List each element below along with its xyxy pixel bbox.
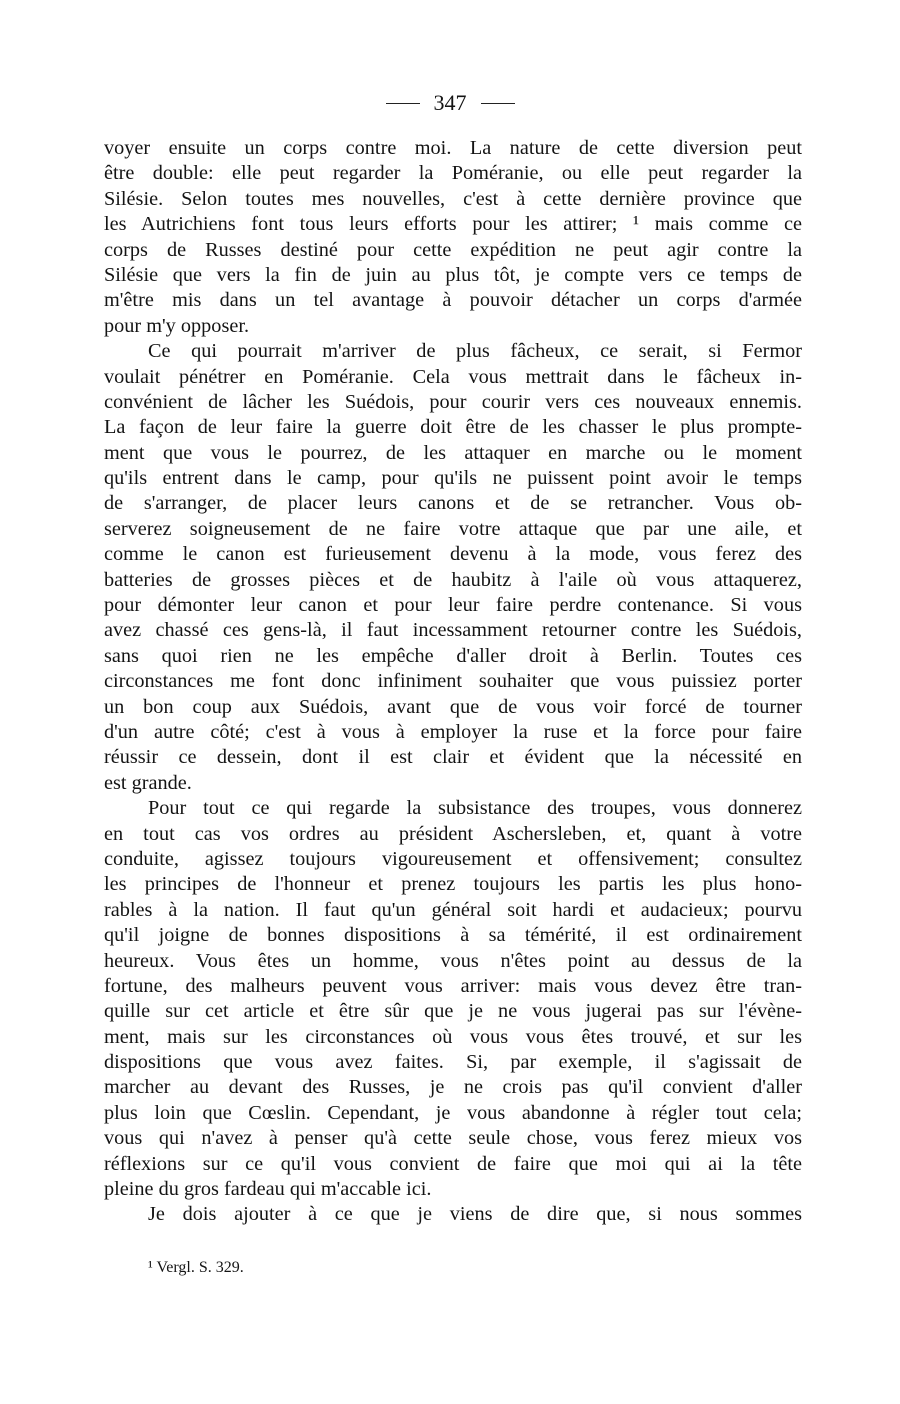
- text-line: corps de Russes destiné pour cette expédition ne peut agir contre la: [104, 238, 802, 261]
- text-line: voulait pénétrer en Poméranie. Cela vous mettrait dans le fâcheux in-: [104, 365, 802, 388]
- text-line: quille sur cet article et être sûr que je ne vous jugerai pas sur l'évène-: [104, 1000, 802, 1023]
- text-line: être double: elle peut regarder la Poméranie, ou elle peut regarder la: [104, 162, 802, 185]
- text-line: qu'ils entrent dans le camp, pour qu'ils ne puissent point avoir le temps: [104, 467, 802, 490]
- text-line: comme le canon est furieusement devenu à la mode, vous ferez des: [104, 543, 802, 566]
- text-line: Ce qui pourrait m'arriver de plus fâcheux, ce serait, si Fermor: [148, 340, 802, 363]
- text-line: ment que vous le pourrez, de les attaquer en marche ou le moment: [104, 441, 802, 464]
- text-line: Silésie. Selon toutes mes nouvelles, c'est à cette dernière province que: [104, 187, 802, 210]
- text-line: voyer ensuite un corps contre moi. La nature de cette diversion peut: [104, 137, 802, 159]
- header-dash-right: [481, 103, 515, 104]
- text-line: Je dois ajouter à ce que je viens de dire que, si nous sommes: [148, 1203, 802, 1226]
- text-line: les Autrichiens font tous leurs efforts pour les attirer; ¹ mais comme ce: [104, 213, 802, 236]
- text-line: un bon coup aux Suédois, avant que de vous voir forcé de tourner: [104, 695, 802, 718]
- text-line: La façon de leur faire la guerre doit être de les chasser le plus prompte-: [104, 416, 802, 439]
- text-line: m'être mis dans un tel avantage à pouvoir détacher un corps d'armée: [104, 289, 802, 312]
- text-line: Silésie que vers la fin de juin au plus tôt, je compte vers ce temps de: [104, 263, 802, 286]
- footnote: ¹ Vergl. S. 329.: [148, 1259, 244, 1276]
- page-header: [0, 88, 900, 118]
- text-line: Pour tout ce qui regarde la subsistance des troupes, vous donnerez: [148, 797, 802, 820]
- text-line: réflexions sur ce qu'il vous convient de faire que moi qui ai la tête: [104, 1152, 802, 1175]
- text-line: les principes de l'honneur et prenez toujours les partis les plus hono-: [104, 873, 802, 896]
- text-line: en tout cas vos ordres au président Aschersleben, et, quant à votre: [104, 822, 802, 845]
- body-text: [104, 136, 802, 1228]
- text-line: fortune, des malheurs peuvent vous arriver: mais vous devez être tran-: [104, 974, 802, 997]
- text-line: pour démonter leur canon et pour leur faire perdre contenance. Si vous: [104, 594, 802, 617]
- text-line: avez chassé ces gens-là, il faut incessamment retourner contre les Suédois,: [104, 619, 802, 642]
- text-line: sans quoi rien ne les empêche d'aller droit à Berlin. Toutes ces: [104, 644, 802, 667]
- text-line: circonstances me font donc infiniment souhaiter que vous puissiez porter: [104, 670, 802, 693]
- text-line: qu'il joigne de bonnes dispositions à sa témérité, il est ordinairement: [104, 924, 802, 947]
- text-line: dispositions que vous avez faites. Si, par exemple, il s'agissait de: [104, 1051, 802, 1074]
- text-line: marcher au devant des Russes, je ne crois pas qu'il convient d'aller: [104, 1076, 802, 1099]
- text-line: vous qui n'avez à penser qu'à cette seule chose, vous ferez mieux vos: [104, 1127, 802, 1150]
- text-line: pour m'y opposer.: [104, 314, 250, 337]
- text-line: pleine du gros fardeau qui m'accable ici.: [104, 1178, 432, 1201]
- text-line: de s'arranger, de placer leurs canons et de se retrancher. Vous ob-: [104, 492, 802, 515]
- text-line: conduite, agissez toujours vigoureusement et offensivement; consultez: [104, 847, 802, 870]
- text-line: d'un autre côté; c'est à vous à employer la ruse et la force pour faire: [104, 720, 802, 743]
- page-number: 347: [433, 90, 467, 115]
- text-line: batteries de grosses pièces et de haubitz à l'aile où vous attaquerez,: [104, 568, 802, 591]
- text-line: convénient de lâcher les Suédois, pour courir vers ces nouveaux ennemis.: [104, 390, 802, 413]
- text-line: est grande.: [104, 771, 192, 794]
- text-line: rables à la nation. Il faut qu'un général soit hardi et audacieux; pourvu: [104, 898, 802, 921]
- text-line: serverez soigneusement de ne faire votre attaque que par une aile, et: [104, 517, 802, 540]
- text-line: heureux. Vous êtes un homme, vous n'êtes point au dessus de la: [104, 949, 802, 972]
- text-line: ment, mais sur les circonstances où vous vous êtes trouvé, et sur les: [104, 1025, 802, 1048]
- header-dash-left: [386, 103, 420, 104]
- text-line: plus loin que Cœslin. Cependant, je vous abandonne à régler tout cela;: [104, 1101, 802, 1124]
- text-line: réussir ce dessein, dont il est clair et évident que la nécessité en: [104, 746, 802, 769]
